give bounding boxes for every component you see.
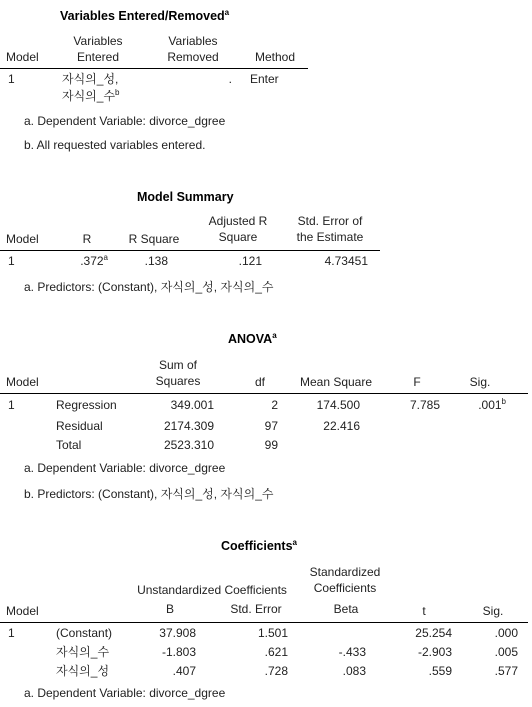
col-header-r-square: R Square — [128, 232, 180, 246]
cell-std-error: .621 — [264, 645, 288, 659]
col-header-model: Model — [6, 50, 39, 64]
table-title: ANOVA$^a$ — [228, 330, 277, 346]
cell-sig: .577 — [494, 664, 518, 678]
col-header-sum-of-squares: Sum of Squares — [155, 358, 201, 388]
col-header-beta: Beta — [333, 602, 359, 616]
col-header-adjusted-r-square: Adjusted R Square — [208, 214, 268, 244]
cell-sum-of-squares: 349.001 — [170, 398, 214, 412]
header-rule — [0, 68, 308, 69]
col-header-std-error: Std. Error of the Estimate — [296, 214, 364, 244]
header-rule — [0, 393, 528, 394]
footnote-b: b. Predictors: (Constant), 자식의_성, 자식의_수 — [24, 487, 274, 501]
col-header-variables-removed: Variables Removed — [167, 34, 219, 64]
cell-mean-square: 174.500 — [316, 398, 360, 412]
cell-t: .559 — [428, 664, 452, 678]
col-header-sig: Sig. — [482, 604, 504, 618]
cell-model: 1 — [8, 254, 15, 268]
col-header-variables-entered: Variables Entered — [73, 34, 123, 64]
col-header-model: Model — [6, 232, 39, 246]
cell-sig: .005 — [494, 645, 518, 659]
row-label: Residual — [56, 419, 103, 433]
row-label: 자식의_성 — [56, 664, 110, 678]
cell-df: 2 — [271, 398, 278, 412]
col-header-model: Model — [6, 375, 39, 389]
col-header-std-error: Std. Error — [230, 602, 282, 616]
col-header-df: df — [254, 375, 265, 389]
footnote-b: b. All requested variables entered. — [24, 138, 206, 152]
cell-entered-2: 자식의_수$^b$ — [62, 88, 120, 103]
table-title: Model Summary — [137, 190, 234, 204]
cell-sum-of-squares: 2523.310 — [163, 438, 214, 452]
table-title: Variables Entered/Removed$^a$ — [60, 7, 230, 23]
cell-r: .372$^a$ — [80, 253, 108, 268]
footnote-a: a. Dependent Variable: divorce_dgree — [24, 686, 226, 700]
cell-beta: -.433 — [338, 645, 366, 659]
col-header-mean-square: Mean Square — [299, 375, 373, 389]
cell-std-error: 1.501 — [257, 626, 288, 640]
col-header-f: F — [413, 375, 421, 389]
col-header-method: Method — [254, 50, 296, 64]
cell-df: 97 — [264, 419, 278, 433]
header-rule — [0, 622, 528, 623]
row-label: Regression — [56, 398, 117, 412]
col-header-sig: Sig. — [469, 375, 491, 389]
cell-model: 1 — [8, 626, 15, 640]
col-header-model: Model — [6, 604, 39, 618]
col-header-r: R — [82, 232, 92, 246]
col-header-unstandardized-coefficients: Unstandardized Coefficients — [137, 583, 287, 597]
cell-b: -1.803 — [161, 645, 196, 659]
cell-b: 37.908 — [159, 626, 196, 640]
row-label: 자식의_수 — [56, 645, 110, 659]
cell-f: 7.785 — [409, 398, 440, 412]
cell-sig: .001$^b$ — [478, 397, 506, 412]
cell-std-error: 4.73451 — [324, 254, 368, 268]
header-rule — [0, 250, 380, 251]
footnote-a: a. Dependent Variable: divorce_dgree — [24, 114, 226, 128]
footnote-a: a. Predictors: (Constant), 자식의_성, 자식의_수 — [24, 280, 274, 294]
cell-sig: .000 — [494, 626, 518, 640]
cell-entered-1: 자식의_성, — [62, 72, 119, 86]
cell-r-square: .138 — [144, 254, 168, 268]
table-title: Coefficients$^a$ — [221, 537, 297, 553]
row-label: (Constant) — [56, 626, 113, 640]
cell-beta: .083 — [342, 664, 366, 678]
footnote-a: a. Dependent Variable: divorce_dgree — [24, 461, 226, 475]
cell-std-error: .728 — [264, 664, 288, 678]
cell-df: 99 — [264, 438, 278, 452]
cell-b: .407 — [172, 664, 196, 678]
col-header-standardized-coefficients: Standardized Coefficients — [309, 565, 381, 595]
cell-model: 1 — [8, 72, 15, 86]
col-header-b: B — [165, 602, 174, 616]
cell-method: Enter — [250, 72, 279, 86]
cell-removed: . — [228, 72, 232, 86]
cell-adjusted-r-square: .121 — [238, 254, 262, 268]
cell-mean-square: 22.416 — [323, 419, 360, 433]
cell-t: -2.903 — [417, 645, 452, 659]
cell-model: 1 — [8, 398, 15, 412]
cell-t: 25.254 — [415, 626, 452, 640]
cell-sum-of-squares: 2174.309 — [163, 419, 214, 433]
row-label: Total — [56, 438, 82, 452]
col-header-t: t — [422, 604, 426, 618]
